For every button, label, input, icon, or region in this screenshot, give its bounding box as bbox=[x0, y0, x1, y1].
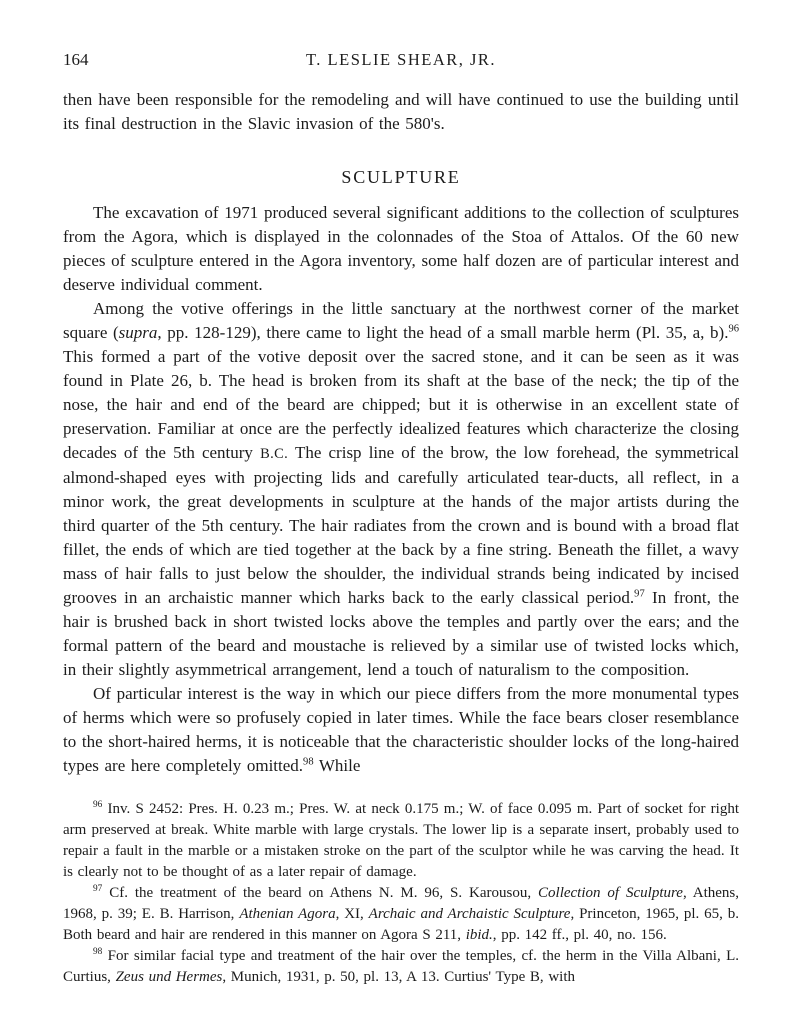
footnote-98-text: For similar facial type and treatment of the hair over the temples, cf. the herm in the Villa Albani, L. Curtius, Zeus und Hermes, Munich, 1931, p. 50, pl. 13, A 13. Curtius' Type B, with bbox=[63, 948, 739, 985]
footnote-98-marker: 98 bbox=[93, 947, 103, 957]
page-header bbox=[63, 50, 739, 72]
body-paragraph-2: Among the votive offerings in the little sanctuary at the northwest corner of the market square (supra, pp. 128-129), there came to light the head of a small marble herm (Pl. 35, a, b).$^{96}$ This formed a part of the votive deposit over the sacred stone, and it can be seen as it was found in Plate 26, b. The head is broken from its shaft at the base of the neck; the tip of the nose, the hair and end of the beard are chipped; but it is otherwise in an excellent state of preservation. Familiar at once are the perfectly idealized features which characterize the closing decades of the 5th century B.C. The crisp line of the brow, the low forehead, the symmetrical almond-shaped eyes with projecting lids and carefully articulated tear-ducts, all reflect, in a minor work, the great developments in sculpture at the hands of the major artists during the third quarter of the 5th century. The hair radiates from the crown and is bound with a broad flat fillet, the ends of which are tied together at the back by a fine string. Beneath the fillet, a wavy mass of hair falls to just below the shoulder, the individual strands being indicated by incised grooves in an archaistic manner which harks back to the early classical period.$^{97}$ In front, the hair is brushed back in short twisted locks above the temples and partly over the ears; and the formal pattern of the beard and moustache is relieved by a similar use of twisted locks which, in their slightly asymmetrical arrangement, lend a touch of naturalism to the composition. bbox=[63, 299, 740, 679]
section-heading: SCULPTURE bbox=[341, 167, 461, 187]
footnotes-section bbox=[63, 799, 739, 988]
footnote-97 bbox=[63, 883, 739, 946]
intro-paragraph: then have been responsible for the remodeling and will have continued to use the building until its final destruction in the Slavic invasion of the 580's. bbox=[63, 90, 739, 133]
body-text bbox=[63, 88, 739, 778]
body-paragraph-1: The excavation of 1971 produced several significant additions to the collection of sculptures from the Agora, which is displayed in the colonnades of the Stoa of Attalos. Of the 60 new pieces of sculpture entered in the Agora inventory, some half dozen are of particular interest and deserve individual comment. bbox=[63, 203, 739, 294]
body-paragraph-3: Of particular interest is the way in which our piece differs from the more monumental types of herms which were so profusely copied in later times. While the face bears closer resemblance to the short-haired herms, it is noticeable that the characteristic shoulder locks of the long-haired types are here completely omitted.$^{98}$ While bbox=[63, 684, 739, 775]
page-number: 164 bbox=[63, 50, 89, 69]
footnote-96-marker: 96 bbox=[93, 800, 103, 810]
running-head: T. LESLIE SHEAR, JR. bbox=[305, 50, 497, 69]
footnote-96-text: Inv. S 2452: Pres. H. 0.23 m.; Pres. W. at neck 0.175 m.; W. of face 0.095 m. Part of socket for right arm preserved at break. White marble with large crystals. The lower lip is a separate insert, probably used to repair a fault in the marble or a mistaken stroke on the part of the sculptor while he was carving the head. It is clearly not to be thought of as a later repair of damage. bbox=[63, 801, 739, 880]
footnote-98 bbox=[63, 946, 739, 988]
footnote-97-marker: 97 bbox=[93, 884, 103, 894]
footnote-97-text: Cf. the treatment of the beard on Athens N. M. 96, S. Karousou, Collection of Sculpture, Athens, 1968, p. 39; E. B. Harrison, Athenian Agora, XI, Archaic and Archaistic Sculpture, Princeton, 1965, pl. 65, b. Both beard and hair are rendered in this manner on Agora S 211, ibid., pp. 142 ff., pl. 40, no. 156. bbox=[63, 885, 740, 943]
footnote-96 bbox=[63, 799, 739, 883]
